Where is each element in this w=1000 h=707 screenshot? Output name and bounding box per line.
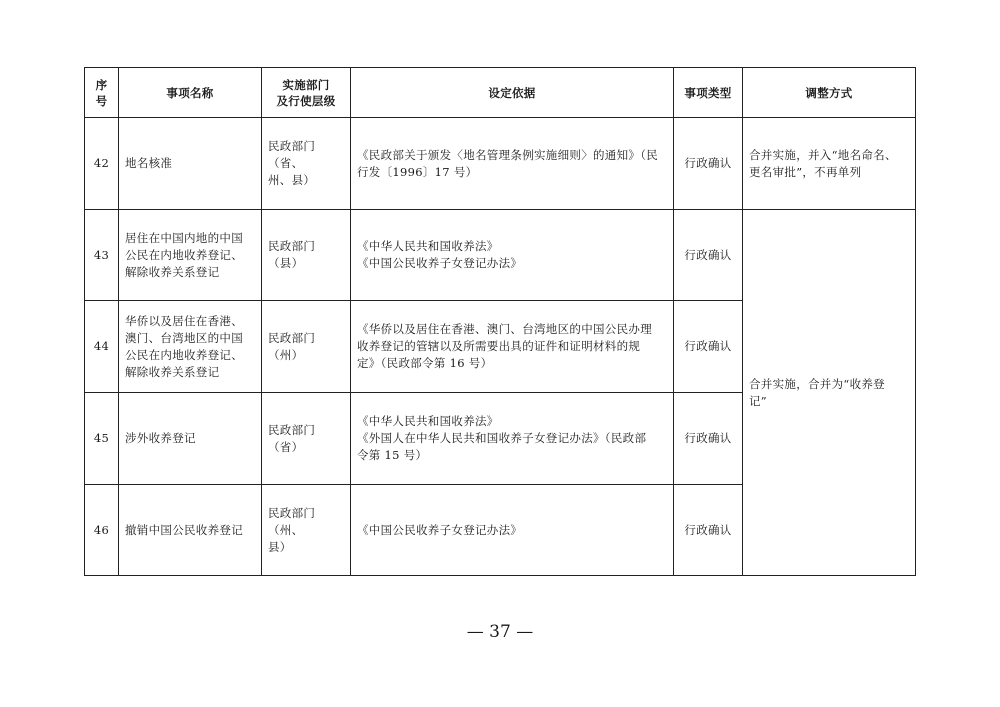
- header-row: [85, 68, 916, 118]
- legal-basis: 《中华人民共和国收养法》 《外国人在中华人民共和国收养子女登记办法》（民政部 令第 15 号）: [351, 393, 674, 485]
- dept-level: 民政部门（省、 州、县）: [262, 118, 351, 210]
- matter-name: 涉外收养登记: [119, 393, 262, 485]
- header-basis: 设定依据: [351, 68, 674, 118]
- row-number: 42: [85, 118, 119, 210]
- matter-type: 行政确认: [674, 210, 743, 301]
- legal-basis: 《中华人民共和国收养法》 《中国公民收养子女登记办法》: [351, 210, 674, 301]
- matter-name: 撤销中国公民收养登记: [119, 485, 262, 576]
- dept-level: 民政部门（州、 县）: [262, 485, 351, 576]
- legal-basis: 《中国公民收养子女登记办法》: [351, 485, 674, 576]
- adjust-method: 合并实施，并入“地名命名、 更名审批”，不再单列: [743, 118, 916, 210]
- header-no: 序 号: [85, 68, 119, 118]
- header-dept: 实施部门 及行使层级: [262, 68, 351, 118]
- matters-table: [84, 67, 916, 576]
- matter-name: 居住在中国内地的中国 公民在内地收养登记、 解除收养关系登记: [119, 210, 262, 301]
- matter-name: 地名核准: [119, 118, 262, 210]
- dept-level: 民政部门（州）: [262, 301, 351, 393]
- adjust-method-merged: 合并实施，合并为“收养登 记”: [743, 210, 916, 576]
- header-name: 事项名称: [119, 68, 262, 118]
- matter-type: 行政确认: [674, 485, 743, 576]
- table-row: [85, 210, 916, 301]
- dept-level: 民政部门（省）: [262, 393, 351, 485]
- matter-type: 行政确认: [674, 393, 743, 485]
- matter-type: 行政确认: [674, 118, 743, 210]
- row-number: 45: [85, 393, 119, 485]
- row-number: 43: [85, 210, 119, 301]
- header-type: 事项类型: [674, 68, 743, 118]
- matter-type: 行政确认: [674, 301, 743, 393]
- dept-level: 民政部门（县）: [262, 210, 351, 301]
- legal-basis: 《民政部关于颁发〈地名管理条例实施细则〉的通知》（民 行发〔1996〕17 号）: [351, 118, 674, 210]
- page-number: — 37 —: [466, 622, 534, 642]
- row-number: 46: [85, 485, 119, 576]
- legal-basis: 《华侨以及居住在香港、澳门、台湾地区的中国公民办理 收养登记的管辖以及所需要出具的证件和证明材料的规 定》（民政部令第 16 号）: [351, 301, 674, 393]
- header-adjust: 调整方式: [743, 68, 916, 118]
- row-number: 44: [85, 301, 119, 393]
- table-row: [85, 118, 916, 210]
- matter-name: 华侨以及居住在香港、 澳门、台湾地区的中国 公民在内地收养登记、 解除收养关系登记: [119, 301, 262, 393]
